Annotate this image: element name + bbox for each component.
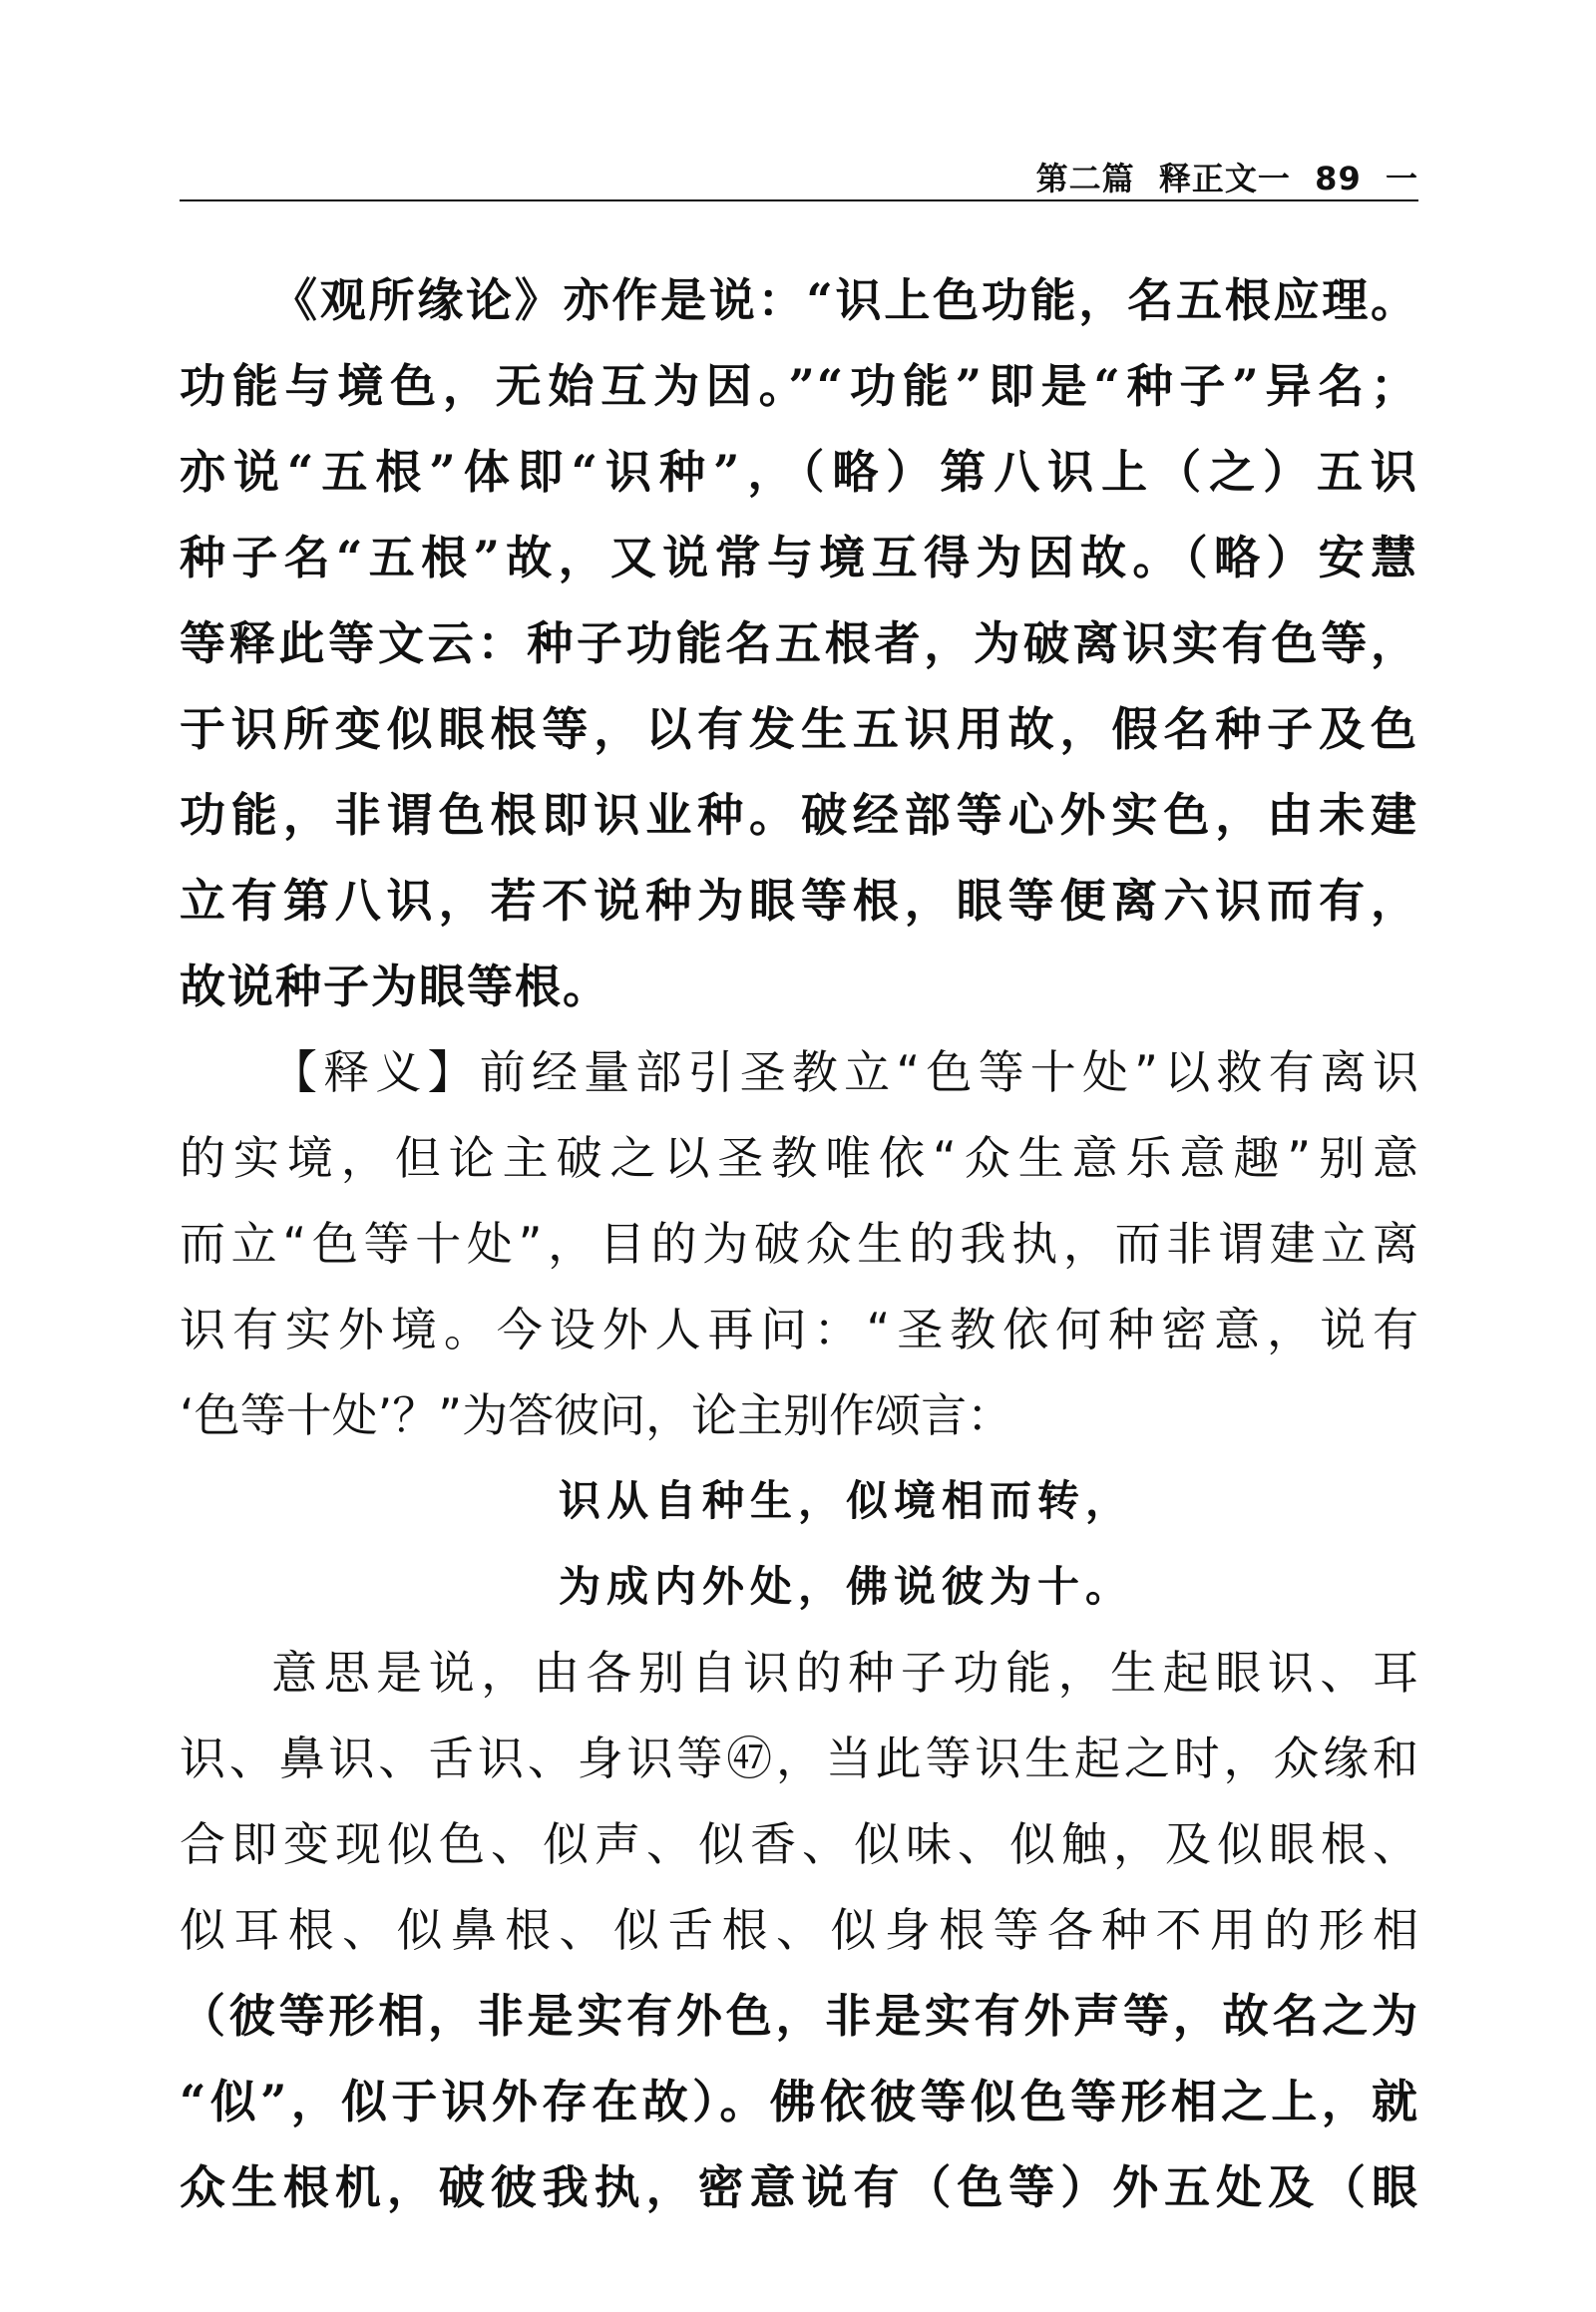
text-line: 识、鼻识、舌识、身识等㊼，当此等识生起之时，众缘和 [180, 1732, 1418, 1785]
text-line: 《观所缘论》亦作是说：“识上色功能，名五根应理。 [271, 273, 1418, 327]
running-title: 第二篇 释正文一 89 一 [1035, 160, 1418, 197]
verse-block [180, 1458, 1418, 1630]
page-content [180, 257, 1418, 2230]
text-line: 识有实外境。今设外人再问：“圣教依何种密意，说有 [180, 1303, 1418, 1356]
text-line: ‘色等十处’？”为答彼问，论主别作颂言： [180, 1388, 1013, 1442]
text-line: 于识所变似眼根等，以有发生五识用故，假名种子及色 [180, 702, 1418, 756]
text-line: 立有第八识，若不说种为眼等根，眼等便离六识而有， [180, 874, 1418, 928]
text-line: 的实境，但论主破之以圣教唯依“众生意乐意趣”别意 [180, 1131, 1418, 1185]
text-line: “似”，似于识外存在故）。佛依彼等似色等形相之上，就 [180, 2075, 1418, 2128]
text-line: 功能，非谓色根即识业种。破经部等心外实色，由未建 [180, 788, 1418, 842]
text-line: （彼等形相，非是实有外色，非是实有外声等，故名之为 [180, 1989, 1418, 2043]
verse-line: 识从自种生，似境相而转， [559, 1476, 1134, 1525]
text-line: 似耳根、似鼻根、似舌根、似身根等各种不用的形相 [180, 1903, 1418, 1957]
quote-paragraph [180, 257, 1418, 1029]
explanation-paragraph [180, 1029, 1418, 1458]
text-line: 功能与境色，无始互为因。”“功能”即是“种子”异名； [180, 359, 1418, 413]
text-line: 而立“色等十处”，目的为破众生的我执，而非谓建立离 [180, 1217, 1418, 1271]
text-line: 亦说“五根”体即“识种”，（略）第八识上（之）五识 [180, 445, 1418, 499]
meaning-paragraph [180, 1630, 1418, 2230]
text-line: 故说种子为眼等根。 [180, 960, 610, 1013]
text-line: 【释义】前经量部引圣教立“色等十处”以救有离识 [271, 1045, 1418, 1099]
text-line: 合即变现似色、似声、似香、似味、似触，及似眼根、 [180, 1817, 1418, 1871]
running-header [180, 150, 1418, 201]
text-line: 众生根机，破彼我执，密意说有（色等）外五处及（眼 [180, 2160, 1418, 2214]
text-line: 意思是说，由各别自识的种子功能，生起眼识、耳 [271, 1646, 1418, 1700]
verse-line: 为成内外处，佛说彼为十。 [559, 1562, 1134, 1611]
text-line: 等释此等文云：种子功能名五根者，为破离识实有色等， [180, 616, 1418, 670]
text-line: 种子名“五根”故，又说常与境互得为因故。（略）安慧 [180, 531, 1418, 584]
